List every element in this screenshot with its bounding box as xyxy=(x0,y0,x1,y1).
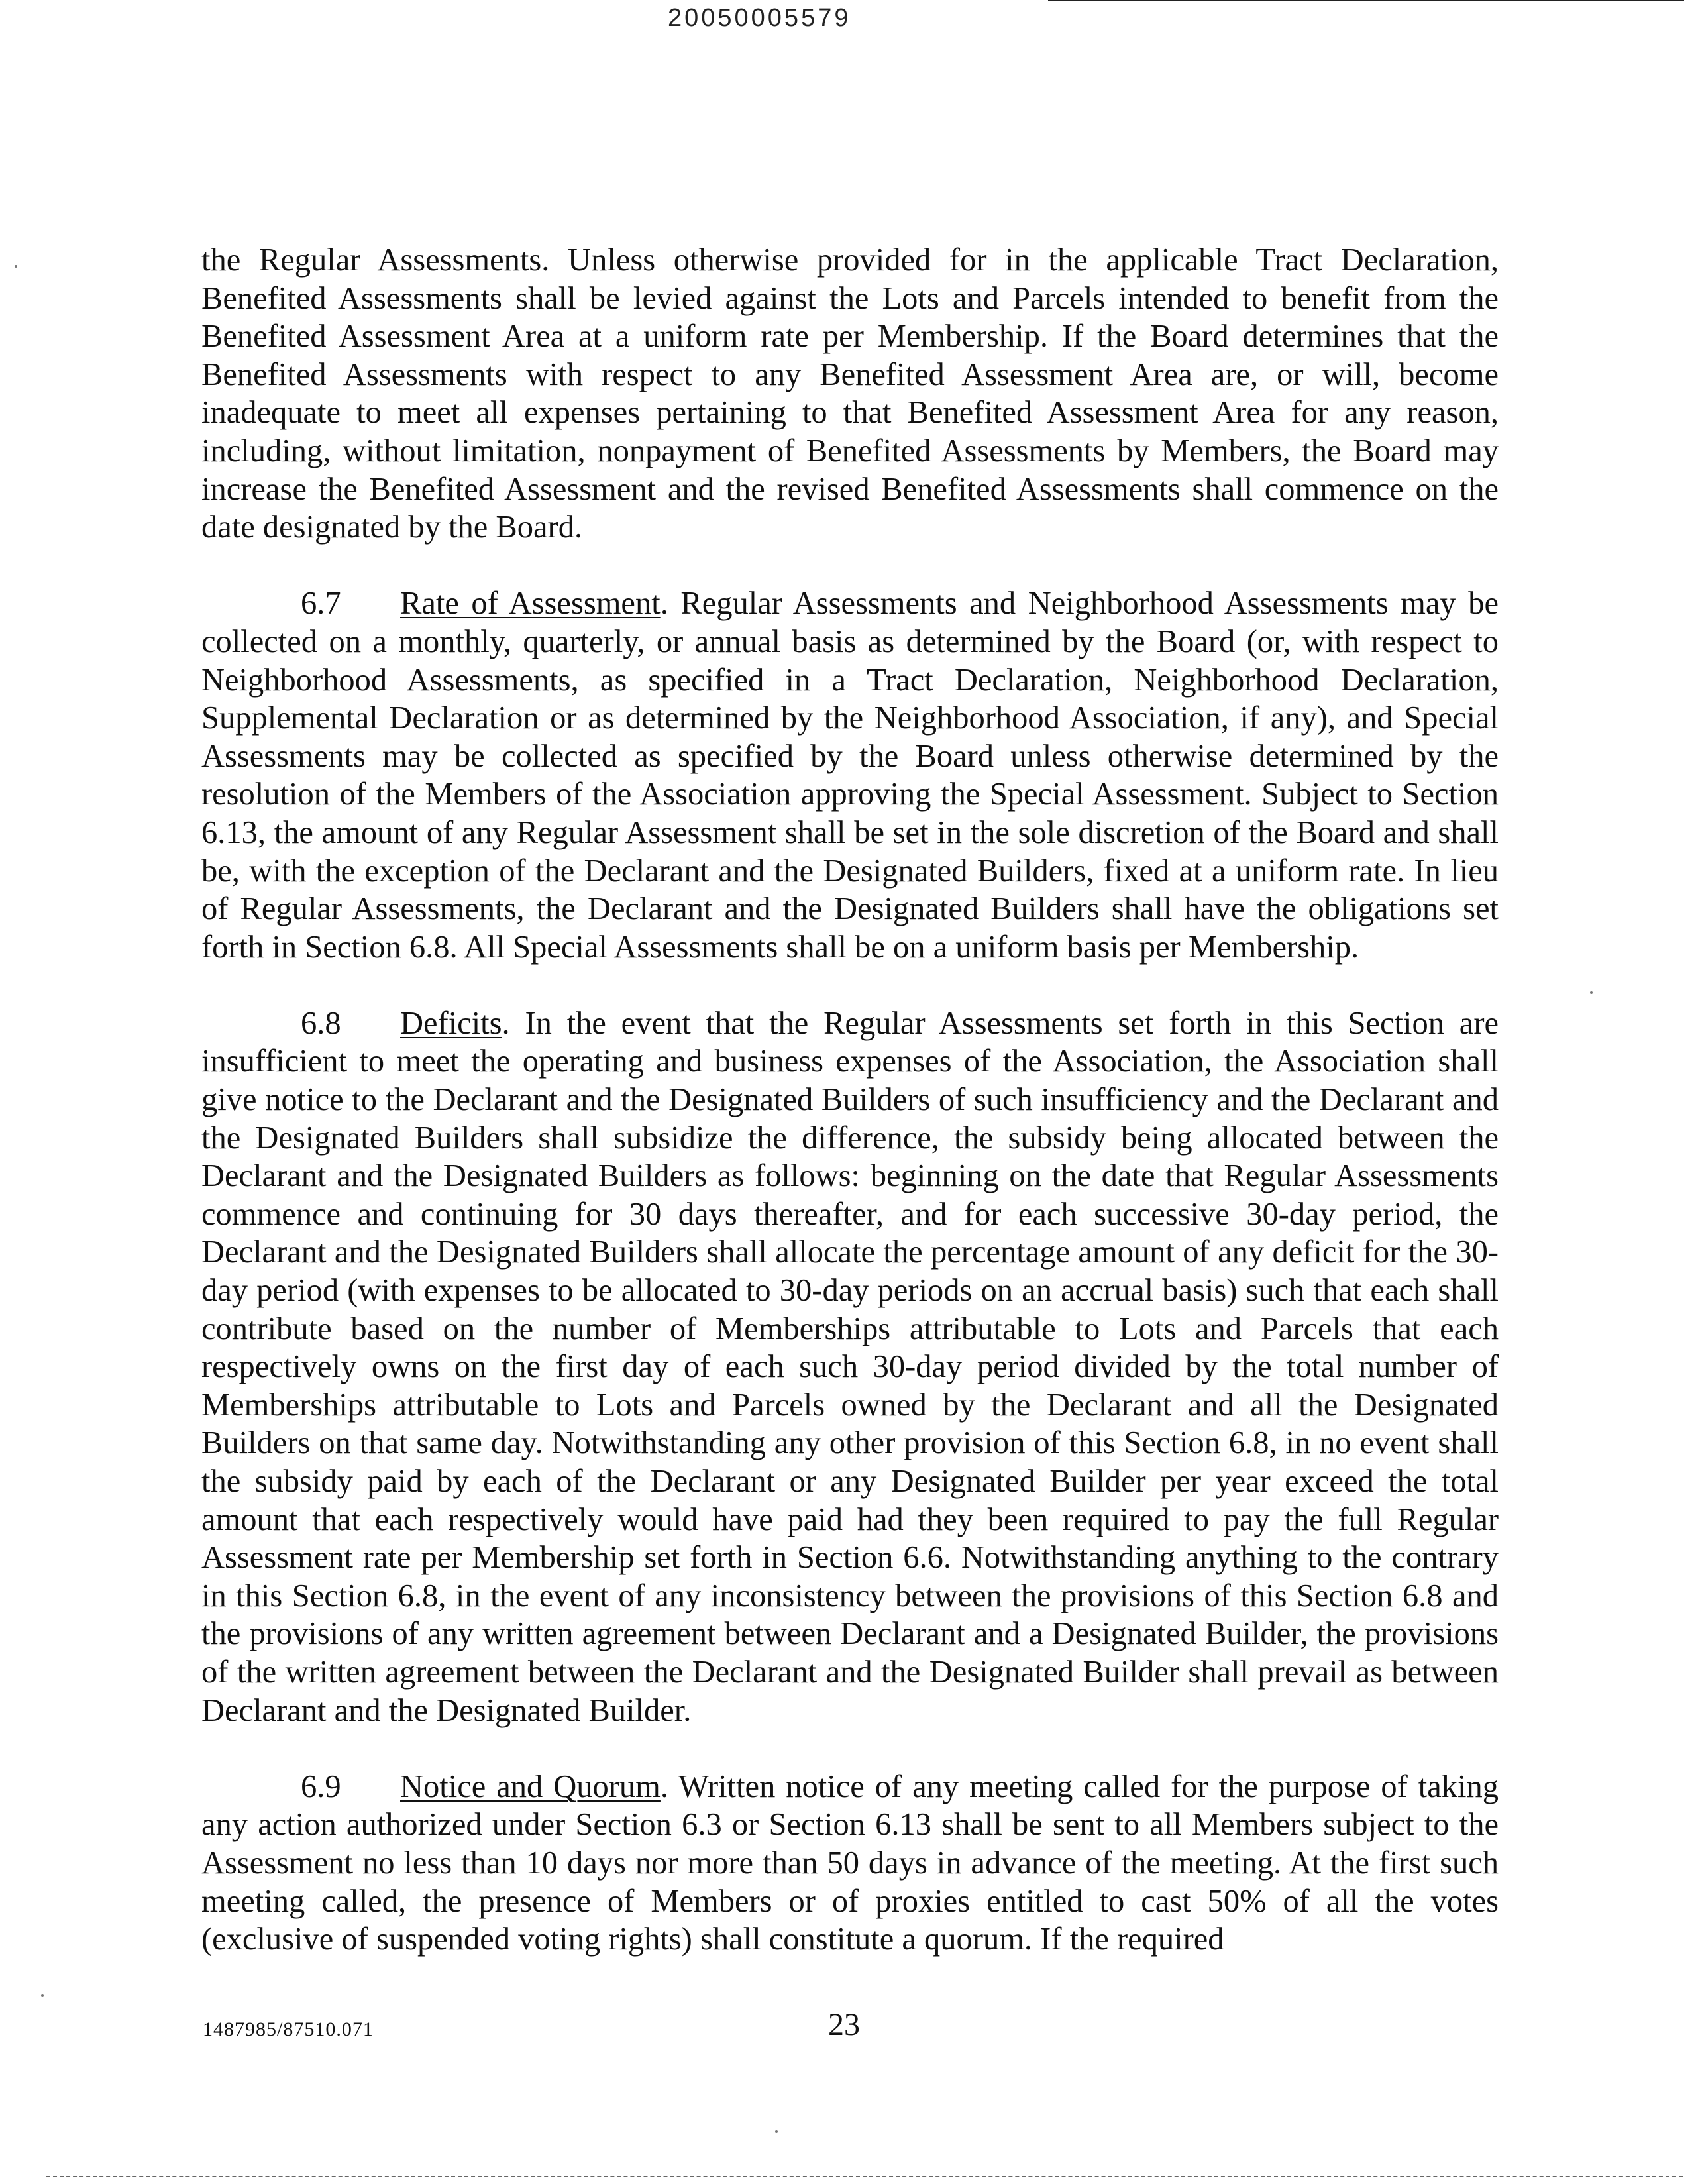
header-rule xyxy=(1048,0,1684,1)
section-6-7 xyxy=(201,584,1499,966)
document-number: 20050005579 xyxy=(668,4,851,32)
section-6-9 xyxy=(201,1768,1499,1959)
section-title: Deficits xyxy=(400,1005,502,1041)
scan-speck xyxy=(41,1994,44,1997)
page-number: 23 xyxy=(828,2007,860,2042)
section-number: 6.9 xyxy=(301,1769,341,1804)
scan-speck xyxy=(775,2130,778,2133)
section-number: 6.8 xyxy=(301,1005,341,1041)
section-title: Rate of Assessment xyxy=(400,586,661,622)
scan-edge-rule xyxy=(46,2176,1683,2177)
document-body xyxy=(201,241,1499,1996)
scan-speck xyxy=(1590,991,1593,994)
section-number: 6.7 xyxy=(301,586,341,622)
section-text: . In the event that the Regular Assessments set forth in this Section are insufficient to meet the operating and business expenses of the Association, the Association shall give notice to the Declarant and the Designated Builders of such insufficiency and the Declarant and the Designated Builders shall subsidize the difference, the subsidy being allocated between the Declarant and the Designated Builders as follows: beginning on the date that Regular Assessments commence and continuing for 30 days thereafter, and for each successive 30-day period, the Declarant and the Designated Builders shall allocate the percentage amount of any deficit for the 30-day period (with expenses to be allocated to 30-day periods on an accrual basis) such that each shall contribute based on the number of Memberships attributable to Lots and Parcels that each respectively owns on the first day of each such 30-day period divided by the total number of Memberships attributable to Lots and Parcels owned by the Declarant and all the Designated Builders on that same day. Notwithstanding any other provision of this Section 6.8, in no event shall the subsidy paid by each of the Declarant or any Designated Builder per year exceed the total amount that each respectively would have paid had they been required to pay the full Regular Assessment rate per Membership set forth in Section 6.6. Notwithstanding anything to the contrary in this Section 6.8, in the event of any inconsistency between the provisions of this Section 6.8 and the provisions of any written agreement between Declarant and a Designated Builder, the provisions of the written agreement between the Declarant and the Designated Builder shall prevail as between Declarant and the Designated Builder. xyxy=(201,1005,1499,1728)
section-title: Notice and Quorum xyxy=(400,1769,661,1804)
footer-document-id: 1487985/87510.071 xyxy=(203,2018,374,2040)
section-text: . Regular Assessments and Neighborhood Assessments may be collected on a monthly, quarterly, or annual basis as determined by the Board (or, with respect to Neighborhood Assessments, as specified in a Tract Declaration, Neighborhood Declaration, Supplemental Declaration or as determined by the Neighborhood Association, if any), and Special Assessments may be collected as specified by the Board unless otherwise determined by the resolution of the Members of the Association approving the Special Assessment. Subject to Section 6.13, the amount of any Regular Assessment shall be set in the sole discretion of the Board and shall be, with the exception of the Declarant and the Designated Builders, fixed at a uniform rate. In lieu of Regular Assessments, the Declarant and the Designated Builders shall have the obligations set forth in Section 6.8. All Special Assessments shall be on a uniform basis per Membership. xyxy=(201,586,1499,965)
scan-speck xyxy=(15,265,17,268)
section-text: . Written notice of any meeting called for the purpose of taking any action authorized under Section 6.3 or Section 6.13 shall be sent to all Members subject to the Assessment no less than 10 days nor more than 50 days in advance of the meeting. At the first such meeting called, the presence of Members or of proxies entitled to cast 50% of all the votes (exclusive of suspended voting rights) shall constitute a quorum. If the required xyxy=(201,1769,1499,1957)
intro-paragraph: the Regular Assessments. Unless otherwise provided for in the applicable Tract Declaration, Benefited Assessments shall be levied against the Lots and Parcels intended to benefit from the Benefited Assessment Area at a uniform rate per Membership. If the Board determines that the Benefited Assessments with respect to any Benefited Assessment Area are, or will, become inadequate to meet all expenses pertaining to that Benefited Assessment Area for any reason, including, without limitation, nonpayment of Benefited Assessments by Members, the Board may increase the Benefited Assessment and the revised Benefited Assessments shall commence on the date designated by the Board. xyxy=(201,243,1499,545)
section-6-8 xyxy=(201,1005,1499,1729)
